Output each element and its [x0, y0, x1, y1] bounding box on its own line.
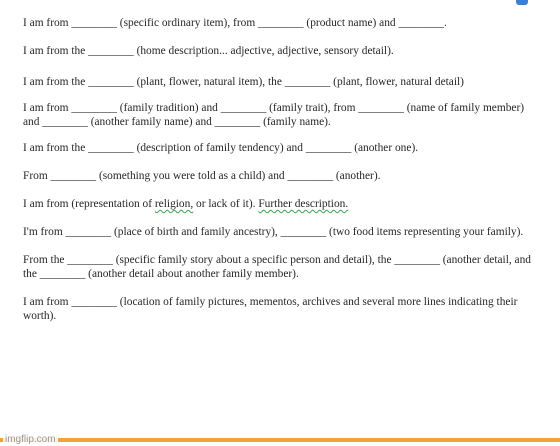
- stanza-6: From ________ (something you were told as a child) and ________ (another).: [23, 170, 381, 182]
- stanza-8: I'm from ________ (place of birth and family ancestry), ________ (two food items representing your family).: [23, 226, 524, 238]
- stanza-9: From the ________ (specific family story about a specific person and detail), the ________ (another detail, and the ________ (another detail about another family member).: [23, 254, 532, 280]
- imgflip-watermark: imgflip.com: [5, 434, 56, 445]
- stanza-7: [23, 197, 543, 211]
- stanza-3: I am from the ________ (plant, flower, natural item), the ________ (plant, flower, natural detail): [23, 76, 464, 88]
- stanza-10: I am from ________ (location of family pictures, mementos, archives and several more lines indicating their worth).: [23, 296, 518, 322]
- stanza-7-further-description: Further description.: [258, 198, 349, 210]
- stanza-2: I am from the ________ (home description... adjective, adjective, sensory detail).: [23, 45, 394, 57]
- stanza-7-middle: or lack of it).: [193, 198, 259, 210]
- poem-template-stanzas: [23, 16, 543, 335]
- stanza-4: I am from ________ (family tradition) and ________ (family trait), from ________ (name of family member) and ________ (another family name) and ________ (family name).: [23, 102, 525, 128]
- stanza-5: I am from the ________ (description of family tendency) and ________ (another one).: [23, 142, 419, 154]
- stanza-1: I am from ________ (specific ordinary item), from ________ (product name) and ________.: [23, 17, 447, 29]
- title-fragment-mark: [516, 0, 528, 5]
- bottom-orange-rule: [0, 438, 560, 442]
- stanza-7-religion: religion,: [154, 198, 194, 210]
- stanza-7-before: I am from (representation of: [23, 198, 155, 210]
